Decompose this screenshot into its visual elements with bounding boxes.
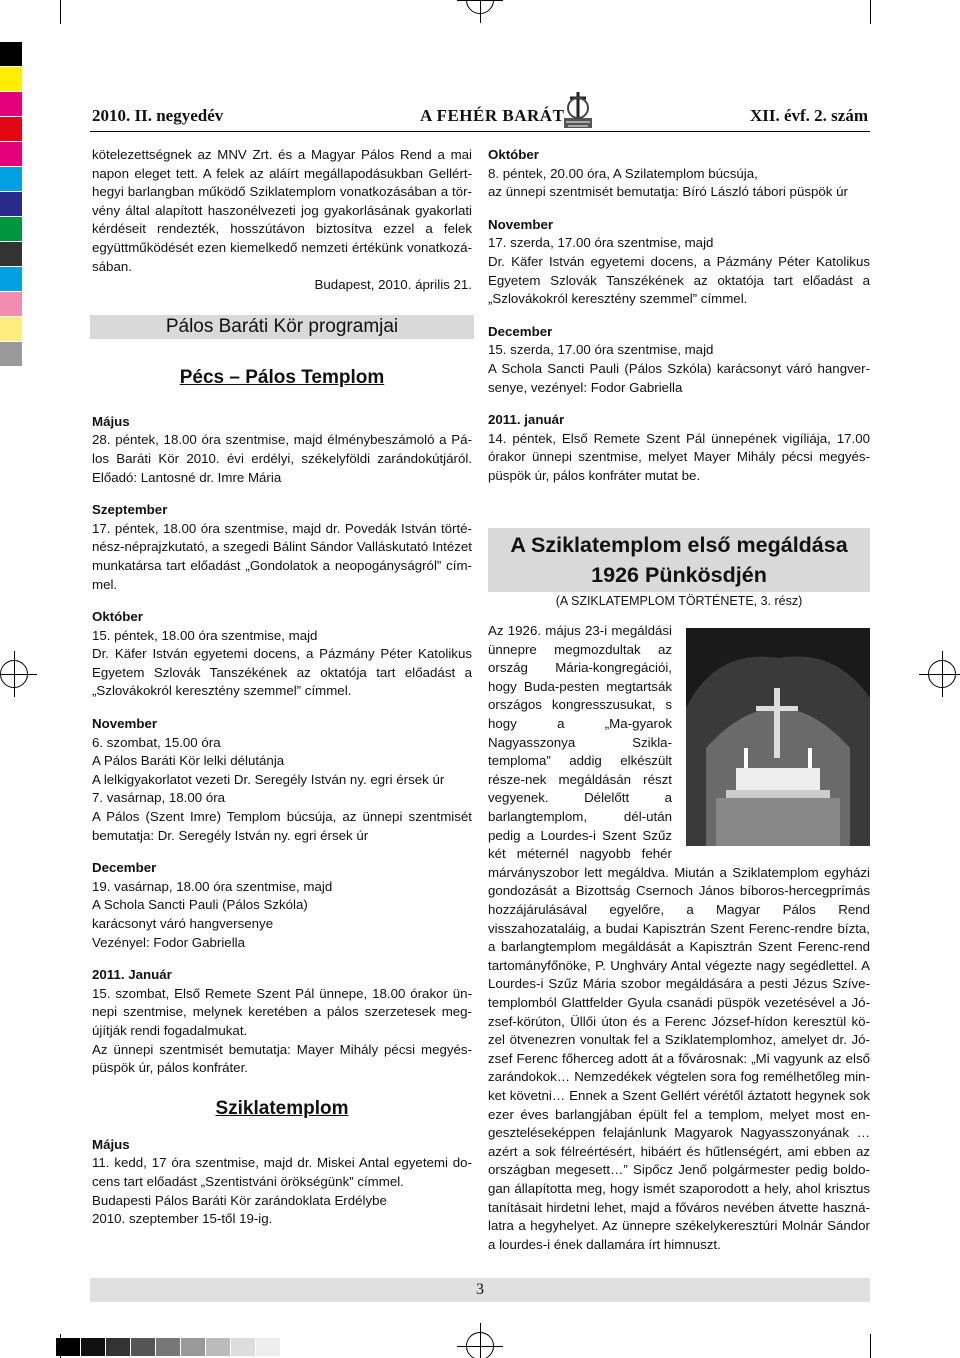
month-label: December (488, 323, 553, 339)
cave-church-photo (686, 628, 870, 846)
color-swatch (0, 217, 22, 241)
page-header (90, 98, 870, 132)
event-text: 17. péntek, 18.00 óra szentmise, majd dr. Povedák István törté-nész-néprajzkutató, a szegedi Bálint Sándor Valláskutató Intézet munkatársa tart előadást „Gondolatok a neopogányságról” cím-mel. (92, 520, 472, 592)
right-column (488, 146, 870, 1254)
event-text: A Schola Sancti Pauli (Pálos Szkóla) karácsonyt váró hangver-senye, vezényel: Fodor Gabriella (488, 360, 870, 395)
event-text: 15. szombat, Első Remete Szent Pál ünnepe, 18.00 órakor ün-nepi szentmise, melynek keretében a pálos szerzetesek meg-újítják rendi fogadalmukat. (92, 985, 472, 1038)
event-text: 14. péntek, Első Remete Szent Pál ünnepének vigíliája, 17.00 órakor ünnepi szentmise, melyet Mayer Mihály pécsi megyés-püspök úr, pálos konfráter mutat be. (488, 430, 870, 483)
month-label: 2011. január (488, 412, 565, 428)
gray-swatch (181, 1338, 205, 1356)
month-label: Október (92, 609, 143, 625)
event-text: A Pálos Baráti Kör lelki délutánja (92, 753, 285, 769)
registration-mark-icon (928, 660, 956, 688)
month-label: November (92, 716, 158, 732)
event-text: 19. vasárnap, 18.00 óra szentmise, majd (92, 878, 333, 894)
gray-swatch (156, 1338, 180, 1356)
color-swatch (0, 242, 22, 266)
color-swatch (0, 192, 22, 216)
month-label: 2011. Január (92, 967, 172, 983)
color-swatch (0, 342, 22, 366)
article-subtitle: (A SZIKLATEMPLOM TÖRTÉNETE, 3. rész) (555, 593, 803, 608)
gray-swatch (231, 1338, 255, 1356)
color-swatch (0, 317, 22, 341)
gray-swatch (106, 1338, 130, 1356)
page-number: 3 (90, 1278, 870, 1302)
article-title: A Sziklatemplom első megáldása 1926 Pünkösdjén (488, 528, 870, 592)
left-column (92, 146, 472, 1229)
month-label: November (488, 216, 554, 232)
article-paragraph: Az 1926. május 23-i megáldási ünnepre megmozdultak az ország Mária-kongregációi, hogy Buda-pesten megtartsák országos kongresszusukat, s hogy a „Ma-gyarok Nagyasszonya Szikla-temploma” addig elkészült része-nek megáldásán részt vegyenek. Délelőtt a barlangtemplom, dél-után pedig a Lourdes-i Szent Szűz két méternél nagyobb fehér márványszobor lett megáldva. Miután a Sziklatemplom egyházi gondozását a Bizottság Csernoch János bíboros-hercegprímás hozzájárulásával egyelőre, a Magyar Pálos Rend visszahozataláig, a budai Kapisztrán Szent Ferenc-rendre bízta, a barlangtemplom megáldását a Kapisztrán Szent Ferenc-rend tartományfőnöke, P. Unghváry Antal végezte nagy segédlettel. A Lourdes-i Szűz Mária szobor megáldására a pesti Jézus Szíve-templomból Glattfelder Gyula csanádi püspök vezetésével a Jó-zsef-körúton, Üllői úton és a Ferenc József-hídon keresztül kö-zel ötvenezren vonultak fel a Sziklatemplomhoz, amelyet dr. Jó-zsef Ferenc főherceg adott át a fővárosnak: „Mi vagyunk az első zarándokok… Nemzedékek végtelen sora fog remélhetőleg min-ket követni… Ennek a Szent Gellért vérétől áztatott hegynek sok ezer éves barlangjában épült fel a templom, melyet most en-geszteléseképpen felajánlunk Magyarok Nagyasszonyának … azért a sok félreértésért, hibáért és hűtlenségért, ami ebben az országban megesett…” Sipőcz Jenő polgármester pedig boldo-gan állapította meg, hogy ismét szaporodott a hely, ahol krisztus tanításait hirdetni lehet, majd a főváros nevében átvette haszná-latra a hegyhelyet. Az ünnepre székelykeresztúri Molnár Sándor a lourdes-i ének dallamára írt himnuszt. (488, 623, 870, 1252)
event-text: A Pálos (Szent Imre) Templom búcsúja, az ünnepi szentmisét bemutatja: Dr. Seregély István ny. egri érsek úr (92, 809, 472, 843)
event-text: 6. szombat, 15.00 óra (92, 734, 221, 750)
color-swatch (0, 92, 22, 116)
event-text: 11. kedd, 17 óra szentmise, majd dr. Miskei Antal egyetemi do-cens tart előadást „Szentistváni örökségünk” címmel. (92, 1155, 472, 1189)
event-text: 17. szerda, 17.00 óra szentmise, majd (488, 235, 714, 251)
gray-swatch (206, 1338, 230, 1356)
signature-line: Budapest, 2010. április 21. (314, 277, 472, 293)
publication-title: A FEHÉR BARÁT (420, 106, 565, 125)
event-text: 28. péntek, 18.00 óra szentmise, majd élménybeszámoló a Pá-los Baráti Kör 2010. évi erdélyi, székelyföldi zarándokútjáról. Előadó: Lantosné dr. Imre Mária (92, 432, 472, 485)
gray-swatch (81, 1338, 105, 1356)
gray-calibration-bar (56, 1338, 281, 1356)
event-text: az ünnepi szentmisét bemutatja: Bíró László tábori püspök úr (488, 184, 848, 200)
month-label: Szeptember (92, 502, 168, 518)
event-text: 8. péntek, 20.00 óra, A Szilatemplom búcsúja, (488, 165, 758, 181)
event-text: A Schola Sancti Pauli (Pálos Szkóla) (92, 897, 308, 913)
event-text: karácsonyt váró hangversenye (92, 916, 274, 931)
volume-number: XII. évf. 2. szám (749, 106, 868, 125)
event-text: Dr. Käfer István egyetemi docens, a Pázmány Péter Katolikus Egyetem Szlovák Tanszékének az oktatója tart előadást a „Szlovákokról keresztény szemmel” címmel. (92, 646, 472, 699)
intro-paragraph: kötelezettségnek az MNV Zrt. és a Magyar Pálos Rend a mai napon eleget tett. A felek az aláírt megállapodásukban Gellért-hegyi barlangban működő Sziklatemplom vonatkozásában a tör-vény által alapított haszonélvezeti jog gyakorlásának gyakorlati kérdéseit rendezték, hosszútávon biztosítva ezzel a felek együttműködését ezen kiemelkedő nemzeti értékünk vonatkozá-sában. (92, 147, 472, 274)
color-swatch (0, 42, 22, 66)
location-heading: Sziklatemplom (215, 1097, 349, 1119)
event-text: 15. szerda, 17.00 óra szentmise, majd (488, 342, 714, 358)
color-swatch (0, 292, 22, 316)
event-text: 15. péntek, 18.00 óra szentmise, majd (92, 627, 318, 643)
month-label: Május (92, 1136, 130, 1152)
event-text: Az ünnepi szentmisét bemutatja: Mayer Mihály pécsi megyés-püspök úr, pálos konfráter. (92, 1041, 472, 1076)
article-body (488, 622, 870, 1254)
event-text: Vezényel: Fodor Gabriella (92, 934, 245, 950)
event-text: 2010. szeptember 15-től 19-ig. (92, 1211, 273, 1227)
location-heading: Pécs – Pálos Templom (179, 366, 385, 388)
event-text: Budapesti Pálos Baráti Kör zarándoklata Erdélybe (92, 1192, 387, 1208)
publication-logo-icon (556, 88, 600, 132)
month-label: December (92, 860, 157, 876)
month-label: Október (488, 147, 539, 162)
section-title: Pálos Baráti Kör programjai (90, 315, 474, 339)
crop-mark (60, 0, 61, 24)
gray-swatch (131, 1338, 155, 1356)
color-calibration-bar (0, 42, 22, 367)
event-text: Dr. Käfer István egyetemi docens, a Pázmány Péter Katolikus Egyetem Szlovák Tanszékének az oktatója tart előadást a „Szlovákokról keresztény szemmel” címmel. (488, 253, 870, 307)
color-swatch (0, 117, 22, 141)
gray-swatch (256, 1338, 280, 1356)
event-text: 7. vasárnap, 18.00 óra (92, 790, 226, 806)
registration-mark-icon (466, 1332, 494, 1358)
color-swatch (0, 142, 22, 166)
crop-mark (870, 0, 871, 24)
issue-period: 2010. II. negyedév (92, 106, 224, 125)
crop-mark (870, 1334, 871, 1358)
color-swatch (0, 67, 22, 91)
color-swatch (0, 167, 22, 191)
registration-mark-icon (466, 0, 494, 14)
event-text: A lelkigyakorlatot vezeti Dr. Seregély István ny. egri érsek úr (92, 771, 445, 787)
month-label: Május (92, 413, 130, 429)
registration-mark-icon (0, 660, 28, 688)
color-swatch (0, 267, 22, 291)
cave-altar-icon (686, 628, 870, 846)
gray-swatch (56, 1338, 80, 1356)
